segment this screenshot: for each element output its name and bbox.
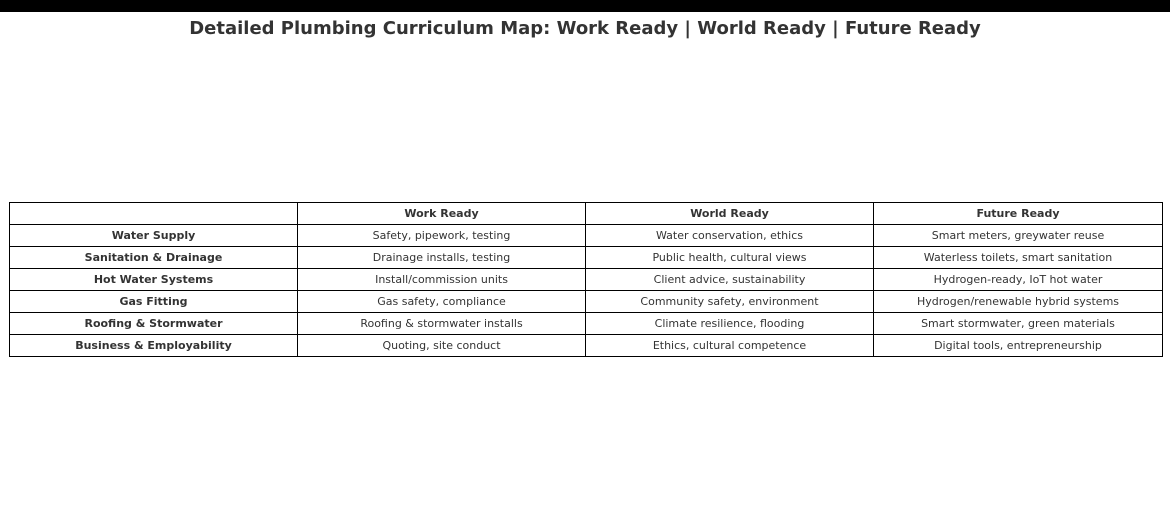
table-cell: Waterless toilets, smart sanitation bbox=[874, 247, 1163, 269]
header-cell-work-ready: Work Ready bbox=[298, 203, 586, 225]
table-cell: Ethics, cultural competence bbox=[586, 335, 874, 357]
table-cell: Digital tools, entrepreneurship bbox=[874, 335, 1163, 357]
table-cell: Drainage installs, testing bbox=[298, 247, 586, 269]
row-label: Roofing & Stormwater bbox=[10, 313, 298, 335]
table-cell: Climate resilience, flooding bbox=[586, 313, 874, 335]
table-row bbox=[10, 269, 1163, 291]
table-cell: Safety, pipework, testing bbox=[298, 225, 586, 247]
table-row bbox=[10, 225, 1163, 247]
header-cell-future-ready: Future Ready bbox=[874, 203, 1163, 225]
table-cell: Community safety, environment bbox=[586, 291, 874, 313]
table-cell: Water conservation, ethics bbox=[586, 225, 874, 247]
table-cell: Roofing & stormwater installs bbox=[298, 313, 586, 335]
table-cell: Hydrogen-ready, IoT hot water bbox=[874, 269, 1163, 291]
chart-title: Detailed Plumbing Curriculum Map: Work Ready | World Ready | Future Ready bbox=[189, 18, 981, 39]
row-label: Water Supply bbox=[10, 225, 298, 247]
row-label: Sanitation & Drainage bbox=[10, 247, 298, 269]
table-row bbox=[10, 335, 1163, 357]
table-cell: Public health, cultural views bbox=[586, 247, 874, 269]
header-row bbox=[10, 203, 1163, 225]
table-cell: Quoting, site conduct bbox=[298, 335, 586, 357]
table-cell: Smart meters, greywater reuse bbox=[874, 225, 1163, 247]
row-label: Hot Water Systems bbox=[10, 269, 298, 291]
curriculum-table bbox=[9, 202, 1163, 357]
table-cell: Install/commission units bbox=[298, 269, 586, 291]
table-row bbox=[10, 247, 1163, 269]
table-cell: Hydrogen/renewable hybrid systems bbox=[874, 291, 1163, 313]
table-cell: Client advice, sustainability bbox=[586, 269, 874, 291]
row-label: Business & Employability bbox=[10, 335, 298, 357]
table-cell: Smart stormwater, green materials bbox=[874, 313, 1163, 335]
top-bar bbox=[0, 0, 1170, 12]
row-label: Gas Fitting bbox=[10, 291, 298, 313]
table-cell: Gas safety, compliance bbox=[298, 291, 586, 313]
table-row bbox=[10, 313, 1163, 335]
header-cell-world-ready: World Ready bbox=[586, 203, 874, 225]
header-cell-empty bbox=[10, 203, 298, 225]
table-row bbox=[10, 291, 1163, 313]
